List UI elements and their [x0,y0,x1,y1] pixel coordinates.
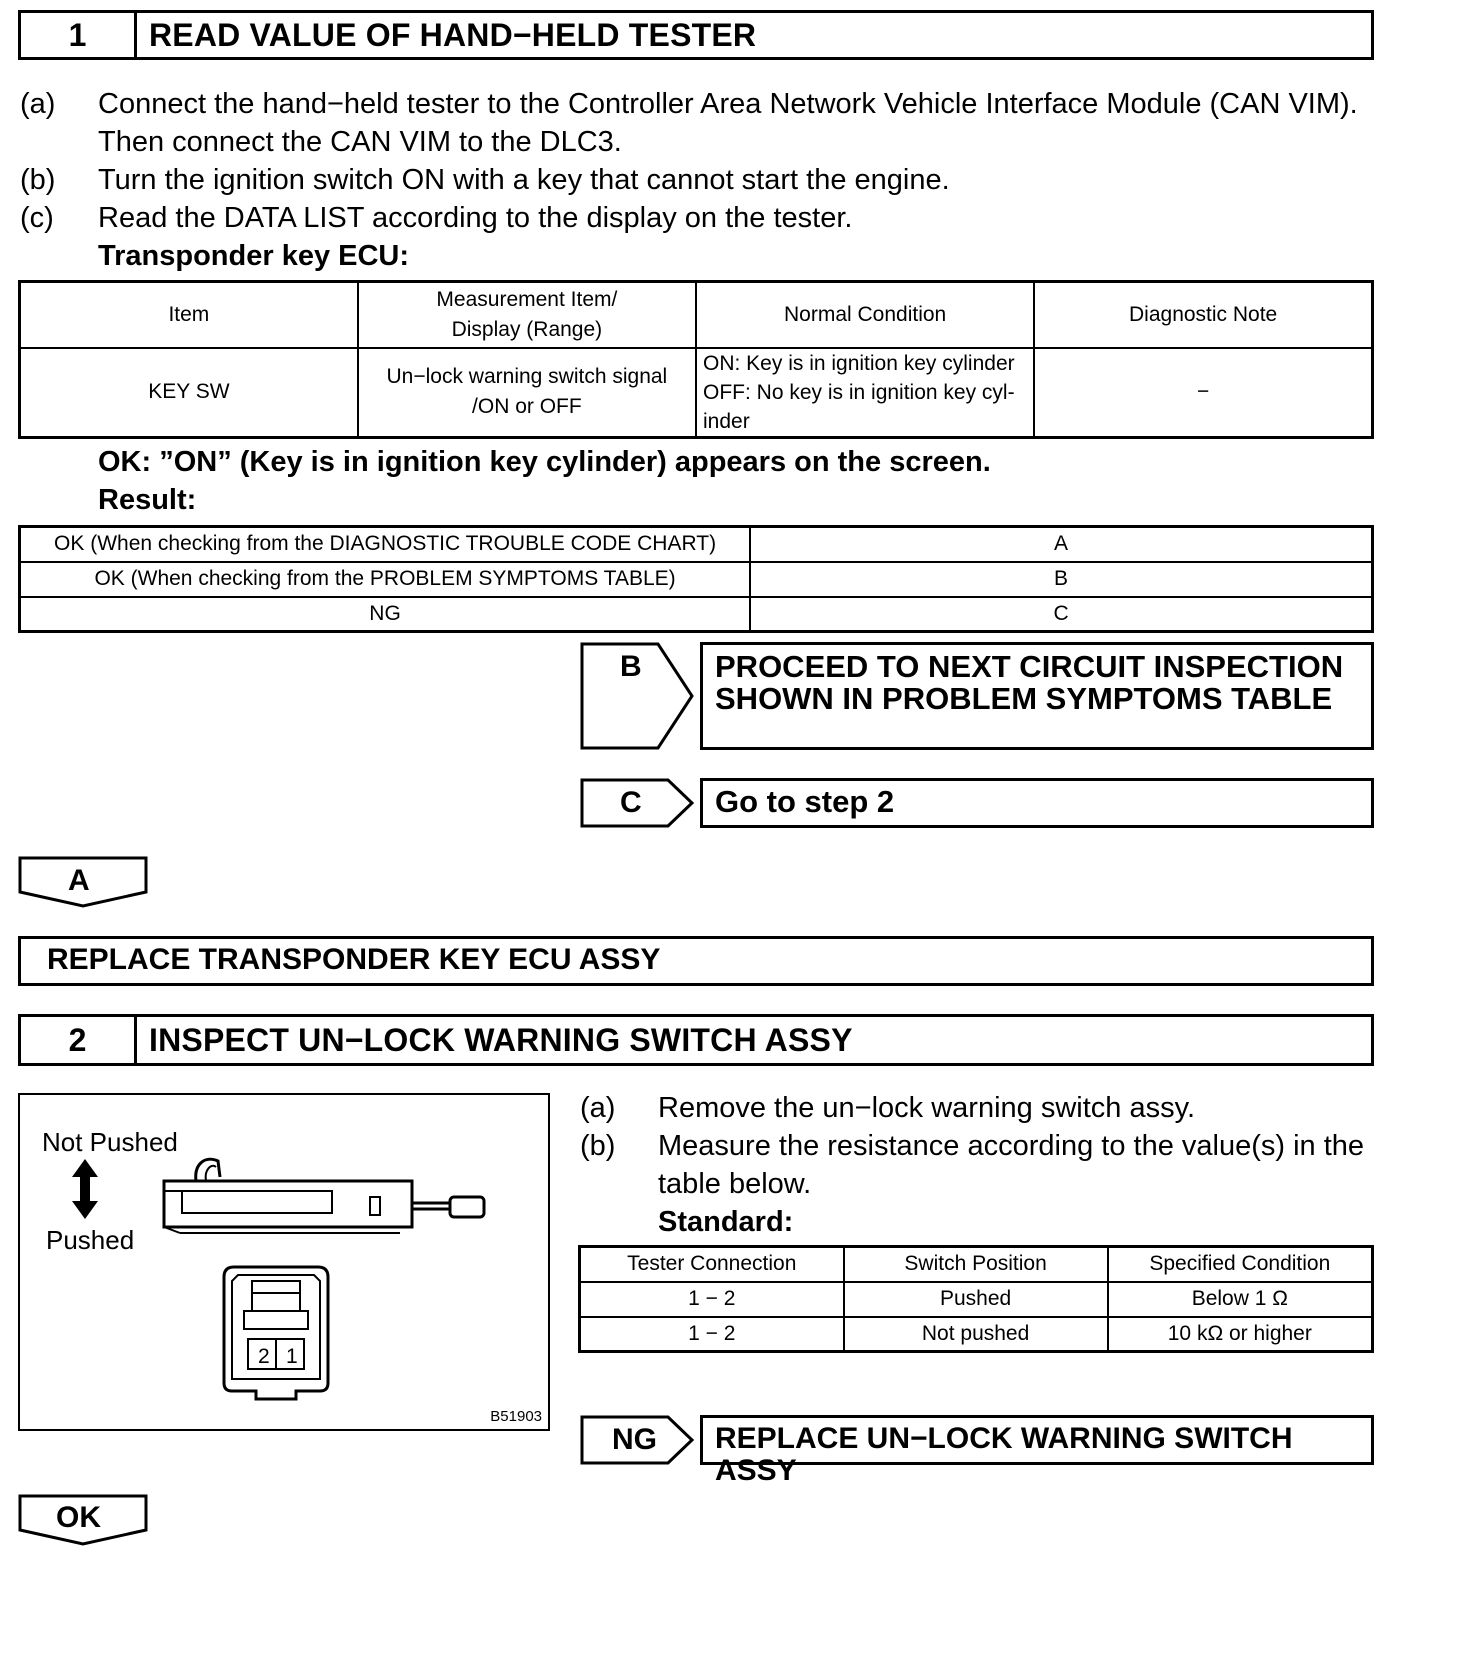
figure-code: B51903 [490,1408,542,1425]
header-normal-condition: Normal Condition [696,282,1034,348]
cell-measurement-line1: Un−lock warning switch signal [386,365,668,389]
step-2-instructions [580,1088,1374,1248]
branch-c-result [700,778,1374,828]
cell-normal-condition [696,348,1034,438]
branch-ok-tag: OK [56,1501,101,1534]
label-pushed: Pushed [46,1225,135,1255]
instruction-b-label: (b) [20,164,56,196]
branch-ng-text: REPLACE UN−LOCK WARNING SWITCH ASSY [715,1422,1293,1487]
table-header-row [580,1247,1373,1282]
instruction-a-line1: Connect the hand−held tester to the Controller Area Network Vehicle Interface Module (CAN VIM). [98,88,1358,120]
table-row [20,562,1373,597]
label-not-pushed: Not Pushed [42,1127,178,1157]
double-arrow-icon [70,1159,100,1219]
header-tester-connection: Tester Connection [580,1247,844,1282]
instruction-c-text: Read the DATA LIST according to the display on the tester. [98,202,853,234]
pin-1-label: 1 [286,1345,298,1368]
branch-c-text: Go to step 2 [715,784,895,819]
result-value-2: B [750,562,1372,597]
subheading-transponder: Transponder key ECU: [98,240,410,272]
branch-a-tag: A [68,864,90,897]
branch-b-line1: PROCEED TO NEXT CIRCUIT INSPECTION [715,649,1344,684]
branch-b-result [700,642,1374,750]
cell-connection-2: 1 − 2 [580,1317,844,1352]
branch-ng-result [700,1415,1374,1487]
header-measurement [358,282,696,348]
cell-position-2: Not pushed [844,1317,1108,1352]
cell-normal-line3: inder [703,409,750,433]
header-specified-condition: Specified Condition [1108,1247,1373,1282]
pin-2-label: 2 [258,1345,270,1368]
step-2-number: 2 [21,1017,137,1063]
step-1-number: 1 [21,13,137,57]
branch-b-line2: SHOWN IN PROBLEM SYMPTOMS TABLE [715,681,1333,716]
switch-figure [18,1093,550,1431]
instruction-2b-label: (b) [580,1130,616,1162]
step-1-title: READ VALUE OF HAND−HELD TESTER [149,16,757,53]
switch-side-view-illustration [160,1151,490,1241]
subheading-standard: Standard: [658,1206,794,1238]
cell-condition-1: Below 1 Ω [1108,1282,1373,1317]
table-header-row [20,282,1373,348]
cell-diagnostic-note: − [1034,348,1372,438]
instruction-c-label: (c) [20,202,54,234]
table-row [580,1317,1373,1352]
cell-condition-2: 10 kΩ or higher [1108,1317,1373,1352]
header-item: Item [20,282,358,348]
cell-position-1: Pushed [844,1282,1108,1317]
result-value-3: C [750,597,1372,632]
cell-item: KEY SW [20,348,358,438]
cell-normal-line1: ON: Key is in ignition key cylinder [703,351,1015,375]
step-2-header [18,1014,1374,1066]
step-1-header [18,10,1374,60]
instruction-a-line2: Then connect the CAN VIM to the DLC3. [98,126,622,158]
step-2-title: INSPECT UN−LOCK WARNING SWITCH ASSY [149,1021,853,1058]
result-condition-2: OK (When checking from the PROBLEM SYMPTOMS TABLE) [20,562,751,597]
result-condition-1: OK (When checking from the DIAGNOSTIC TROUBLE CODE CHART) [20,527,751,562]
replace-ecu-text: REPLACE TRANSPONDER KEY ECU ASSY [47,943,661,976]
header-diagnostic-note: Diagnostic Note [1034,282,1372,348]
branch-c-tag: C [620,786,642,819]
ok-condition: OK: ”ON” (Key is in ignition key cylinder) appears on the screen. [98,446,991,478]
replace-ecu-action [18,936,1374,986]
branch-ng-tag: NG [612,1423,657,1456]
cell-connection-1: 1 − 2 [580,1282,844,1317]
data-list-table [18,280,1374,439]
header-switch-position: Switch Position [844,1247,1108,1282]
cell-normal-line2: OFF: No key is in ignition key cyl- [703,380,1015,404]
result-label: Result: [98,484,197,516]
instruction-a-label: (a) [20,88,56,120]
step-1-instructions [20,84,1380,284]
header-measurement-line1: Measurement Item/ [436,287,618,311]
table-row [20,348,1373,438]
instruction-2b-line2: table below. [658,1168,812,1200]
cell-measurement [358,348,696,438]
instruction-2a-text: Remove the un−lock warning switch assy. [658,1092,1196,1124]
branch-b-tag: B [620,650,642,683]
instruction-2b-line1: Measure the resistance according to the value(s) in the [658,1130,1365,1162]
table-row [20,527,1373,562]
header-measurement-line2: Display (Range) [451,317,603,341]
instruction-b-text: Turn the ignition switch ON with a key that cannot start the engine. [98,164,950,196]
connector-illustration [216,1263,336,1403]
cell-measurement-line2: /ON or OFF [472,395,582,419]
result-table [18,525,1374,633]
result-value-1: A [750,527,1372,562]
standard-table [578,1245,1374,1353]
instruction-2a-label: (a) [580,1092,616,1124]
table-row [20,597,1373,632]
table-row [580,1282,1373,1317]
result-condition-3: NG [20,597,751,632]
